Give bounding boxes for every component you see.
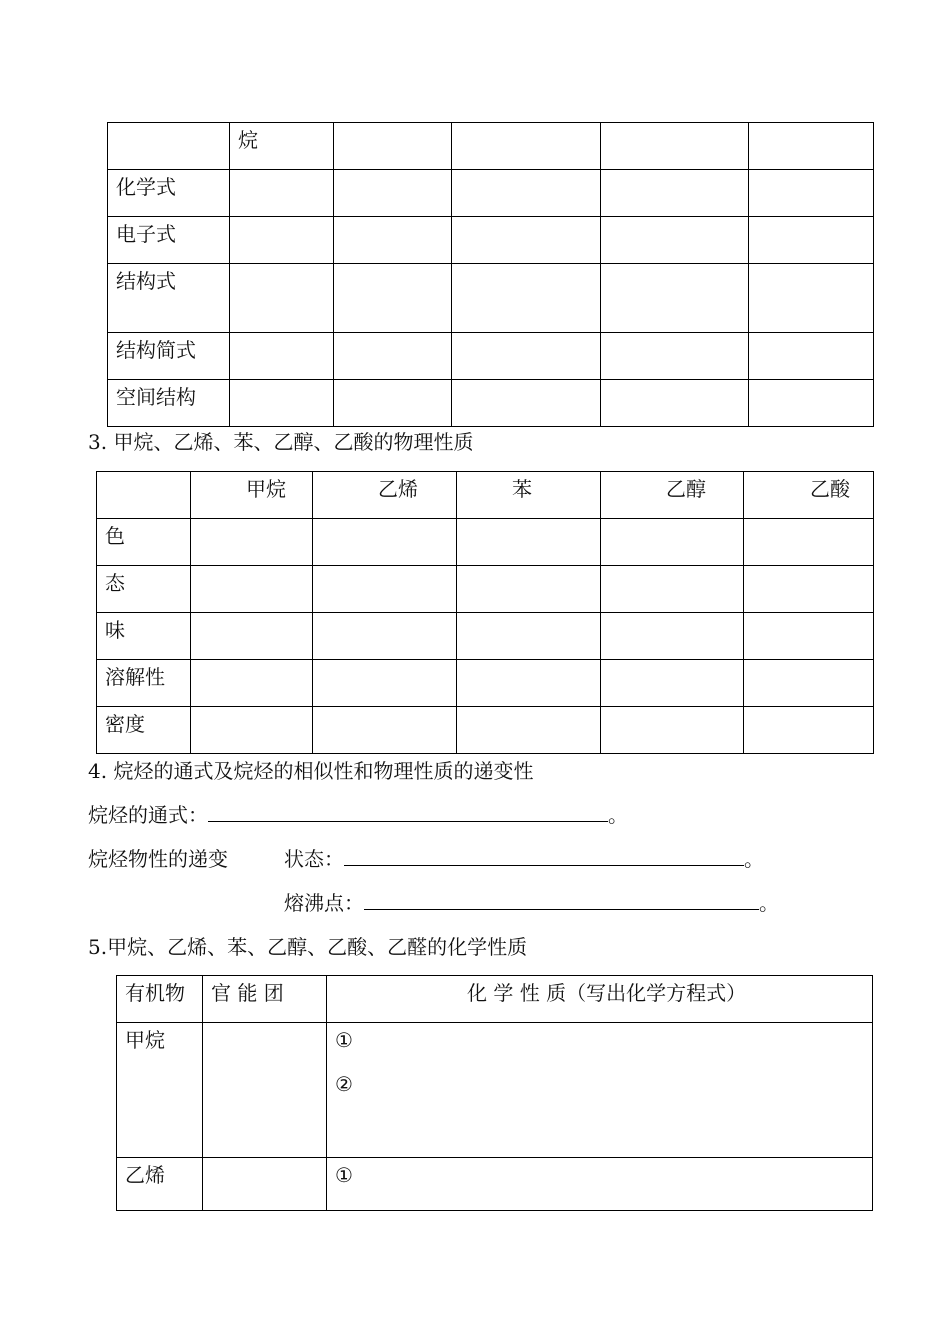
row-label: 空间结构 — [108, 380, 230, 427]
table-cell — [744, 660, 874, 707]
table-cell — [457, 613, 601, 660]
row-label: 结构式 — [108, 264, 230, 333]
table-cell — [601, 613, 744, 660]
table-cell — [601, 566, 744, 613]
table-cell — [749, 170, 874, 217]
table-header-cell: 烷 — [230, 123, 334, 170]
alkane-formula-line — [88, 801, 628, 829]
boiling-point-label: 熔沸点： — [284, 891, 364, 915]
table-cell — [749, 217, 874, 264]
state-label: 状态： — [284, 847, 344, 871]
table-cell — [203, 1158, 327, 1211]
table-cell — [191, 660, 313, 707]
structure-table — [107, 122, 874, 427]
table-cell — [749, 264, 874, 333]
table-cell — [744, 566, 874, 613]
row-label: 乙烯 — [117, 1158, 203, 1211]
row-label: 溶解性 — [97, 660, 191, 707]
period: 。 — [608, 803, 628, 827]
section-3-heading: 3. 甲烷、乙烯、苯、乙醇、乙酸的物理性质 — [88, 430, 474, 454]
section-5-heading: 5.甲烷、乙烯、苯、乙醇、乙酸、乙醛的化学性质 — [88, 935, 528, 959]
table-cell — [749, 123, 874, 170]
table-header-cell: 乙酸 — [744, 472, 874, 519]
table-cell — [601, 123, 749, 170]
table-cell — [191, 519, 313, 566]
table-cell — [452, 217, 601, 264]
table-cell — [108, 123, 230, 170]
table-cell — [230, 380, 334, 427]
table-cell — [334, 170, 452, 217]
formula-blank[interactable] — [208, 805, 608, 822]
table-cell — [601, 217, 749, 264]
row-label: 态 — [97, 566, 191, 613]
table-cell — [452, 170, 601, 217]
period: 。 — [759, 891, 779, 915]
table-cell — [457, 660, 601, 707]
header-functional-group: 官 能 团 — [203, 976, 327, 1023]
table-cell — [457, 566, 601, 613]
table-cell — [749, 380, 874, 427]
table-cell — [452, 333, 601, 380]
table-header-cell: 苯 — [457, 472, 601, 519]
period: 。 — [744, 847, 764, 871]
table-cell — [230, 170, 334, 217]
row-label: 色 — [97, 519, 191, 566]
table-cell — [452, 380, 601, 427]
table-cell — [97, 472, 191, 519]
item-marker: ② — [335, 1072, 353, 1096]
table-cell — [313, 613, 457, 660]
table-cell — [601, 333, 749, 380]
row-label: 味 — [97, 613, 191, 660]
table-cell — [313, 566, 457, 613]
table-header-cell: 乙醇 — [601, 472, 744, 519]
state-line — [284, 845, 764, 873]
row-label: 密度 — [97, 707, 191, 754]
table-cell — [601, 170, 749, 217]
table-cell — [327, 1158, 873, 1211]
table-cell — [452, 123, 601, 170]
table-cell — [601, 264, 749, 333]
table-cell — [191, 613, 313, 660]
table-cell — [313, 707, 457, 754]
header-organic-compound: 有机物 — [117, 976, 203, 1023]
table-cell — [749, 333, 874, 380]
table-header-cell: 乙烯 — [313, 472, 457, 519]
state-blank[interactable] — [344, 849, 744, 866]
table-cell — [191, 566, 313, 613]
header-chemical-properties: 化 学 性 质（写出化学方程式） — [327, 976, 873, 1023]
table-header-cell: 甲烷 — [191, 472, 313, 519]
formula-label: 烷烃的通式： — [88, 803, 208, 827]
table-cell — [601, 660, 744, 707]
table-cell — [327, 1023, 873, 1158]
table-cell — [601, 519, 744, 566]
table-cell — [457, 519, 601, 566]
row-label: 电子式 — [108, 217, 230, 264]
table-cell — [334, 333, 452, 380]
table-cell — [744, 613, 874, 660]
row-label: 结构简式 — [108, 333, 230, 380]
row-label: 化学式 — [108, 170, 230, 217]
boiling-point-line — [284, 889, 779, 917]
table-cell — [230, 333, 334, 380]
physical-properties-table — [96, 471, 874, 754]
table-cell — [334, 217, 452, 264]
table-cell — [313, 519, 457, 566]
table-cell — [313, 660, 457, 707]
table-cell — [230, 217, 334, 264]
boiling-point-blank[interactable] — [364, 893, 759, 910]
table-cell — [457, 707, 601, 754]
table-cell — [334, 123, 452, 170]
table-cell — [334, 380, 452, 427]
table-cell — [230, 264, 334, 333]
table-cell — [334, 264, 452, 333]
table-cell — [601, 380, 749, 427]
table-cell — [203, 1023, 327, 1158]
item-marker: ① — [335, 1163, 353, 1187]
table-cell — [191, 707, 313, 754]
section-4-heading: 4. 烷烃的通式及烷烃的相似性和物理性质的递变性 — [88, 759, 534, 783]
table-cell — [452, 264, 601, 333]
item-marker: ① — [335, 1028, 353, 1052]
row-label: 甲烷 — [117, 1023, 203, 1158]
trend-label: 烷烃物性的递变 — [88, 847, 228, 871]
chemical-properties-table — [116, 975, 873, 1211]
table-cell — [744, 707, 874, 754]
table-cell — [601, 707, 744, 754]
table-cell — [744, 519, 874, 566]
